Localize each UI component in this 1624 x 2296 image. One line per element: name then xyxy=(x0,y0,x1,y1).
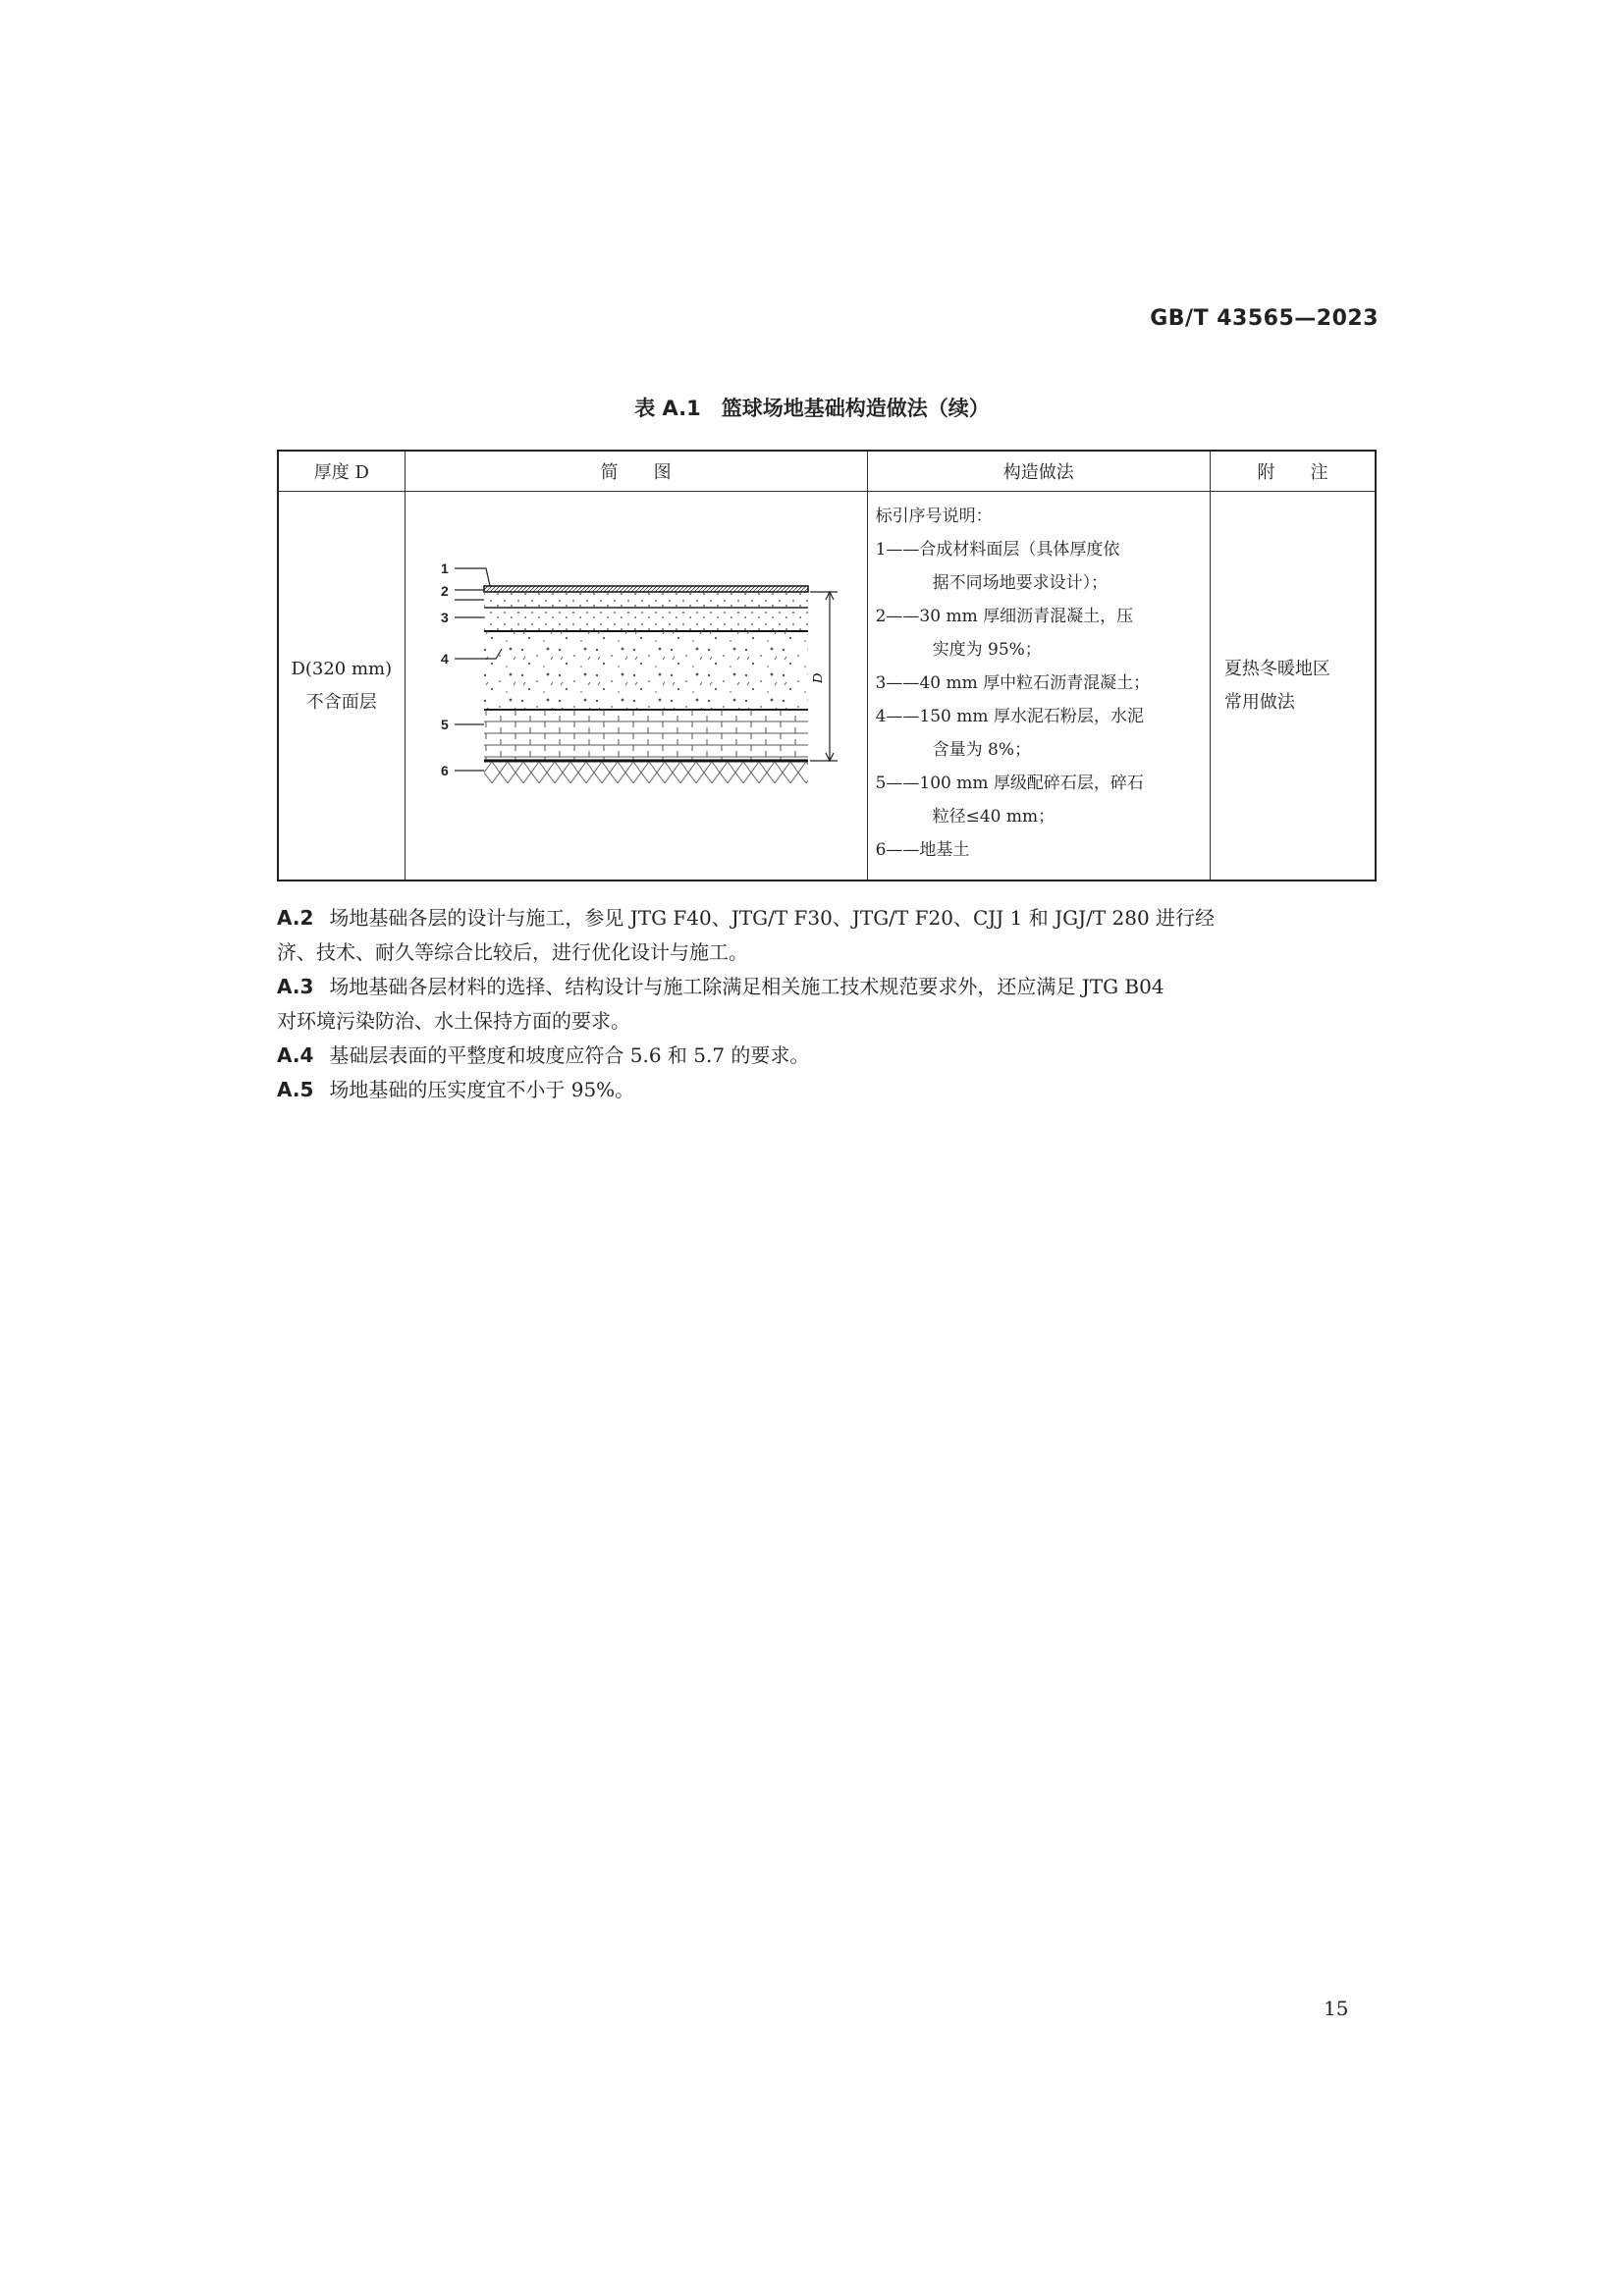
clause-text-cont: 济、技术、耐久等综合比较后，进行优化设计与施工。 xyxy=(277,940,748,964)
method-line: 2——30 mm 厚细沥青混凝土，压 xyxy=(875,607,1134,626)
clause-text: 基础层表面的平整度和坡度应符合 5.6 和 5.7 的要求。 xyxy=(329,1043,810,1067)
thickness-note: 不含面层 xyxy=(305,691,377,713)
method-line: 标引序号说明： xyxy=(875,507,993,526)
layer-4-cement-stone-powder xyxy=(484,631,808,710)
header-method: 构造做法 xyxy=(867,451,1210,492)
layer-5-graded-gravel xyxy=(484,710,808,761)
diagram-label-1: 1 xyxy=(440,561,449,576)
clause-a3 xyxy=(277,970,1377,1039)
diagram-label-2: 2 xyxy=(440,583,449,599)
layer-2-fine-asphalt xyxy=(484,592,808,608)
thickness-value: D(320 mm) xyxy=(291,658,393,679)
method-line: 实度为 95%； xyxy=(932,640,1042,660)
method-line: 4——150 mm 厚水泥石粉层，水泥 xyxy=(875,707,1144,726)
clause-a2 xyxy=(277,901,1377,970)
clause-a4 xyxy=(277,1039,1377,1073)
clause-text-cont: 对环境污染防治、水土保持方面的要求。 xyxy=(277,1009,630,1033)
note-line: 夏热冬暖地区 xyxy=(1223,658,1330,679)
note-line: 常用做法 xyxy=(1223,691,1295,713)
header-diagram: 简 图 xyxy=(405,451,867,492)
clause-text: 场地基础的压实度宜不小于 95%。 xyxy=(329,1078,635,1101)
layer-3-medium-asphalt xyxy=(484,608,808,631)
dimension-label: D xyxy=(810,672,826,684)
method-line: 5——100 mm 厚级配碎石层，碎石 xyxy=(875,774,1144,793)
note-cell xyxy=(1210,492,1376,881)
layer-1-surface xyxy=(484,586,808,592)
table-title: 表 A.1 篮球场地基础构造做法（续） xyxy=(634,397,990,420)
method-line: 据不同场地要求设计）； xyxy=(932,573,1109,593)
layer-section-diagram xyxy=(406,492,867,875)
method-line: 粒径≤40 mm； xyxy=(932,807,1056,827)
thickness-cell xyxy=(278,492,405,881)
diagram-label-5: 5 xyxy=(440,717,449,732)
clause-text: 场地基础各层材料的选择、结构设计与施工除满足相关施工技术规范要求外，还应满足 JTG B04 xyxy=(329,975,1164,998)
method-line: 6——地基土 xyxy=(875,840,970,860)
diagram-cell xyxy=(405,492,867,881)
method-line: 3——40 mm 厚中粒石沥青混凝土； xyxy=(875,673,1151,693)
clause-list xyxy=(277,901,1377,1107)
header-note: 附 注 xyxy=(1210,451,1376,492)
clause-number: A.2 xyxy=(277,906,314,930)
method-cell xyxy=(867,492,1210,881)
clause-number: A.4 xyxy=(277,1043,314,1067)
diagram-label-6: 6 xyxy=(440,763,449,778)
diagram-label-4: 4 xyxy=(440,651,449,667)
clause-text: 场地基础各层的设计与施工，参见 JTG F40、JTG/T F30、JTG/T F20、CJJ 1 和 JGJ/T 280 进行经 xyxy=(329,906,1216,930)
method-line: 含量为 8%； xyxy=(932,740,1031,760)
header-thickness: 厚度 D xyxy=(278,451,405,492)
diagram-label-3: 3 xyxy=(440,610,449,625)
table-row xyxy=(278,492,1376,881)
page-number: 15 xyxy=(1324,1997,1349,2020)
method-line: 1——合成材料面层（具体厚度依 xyxy=(875,540,1120,560)
layer-6-subgrade xyxy=(484,762,808,783)
standard-code: GB/T 43565—2023 xyxy=(1150,306,1379,331)
clause-number: A.5 xyxy=(277,1078,314,1101)
table-header-row xyxy=(278,451,1376,492)
clause-a5 xyxy=(277,1073,1377,1107)
clause-number: A.3 xyxy=(277,975,314,998)
construction-table xyxy=(277,450,1377,881)
